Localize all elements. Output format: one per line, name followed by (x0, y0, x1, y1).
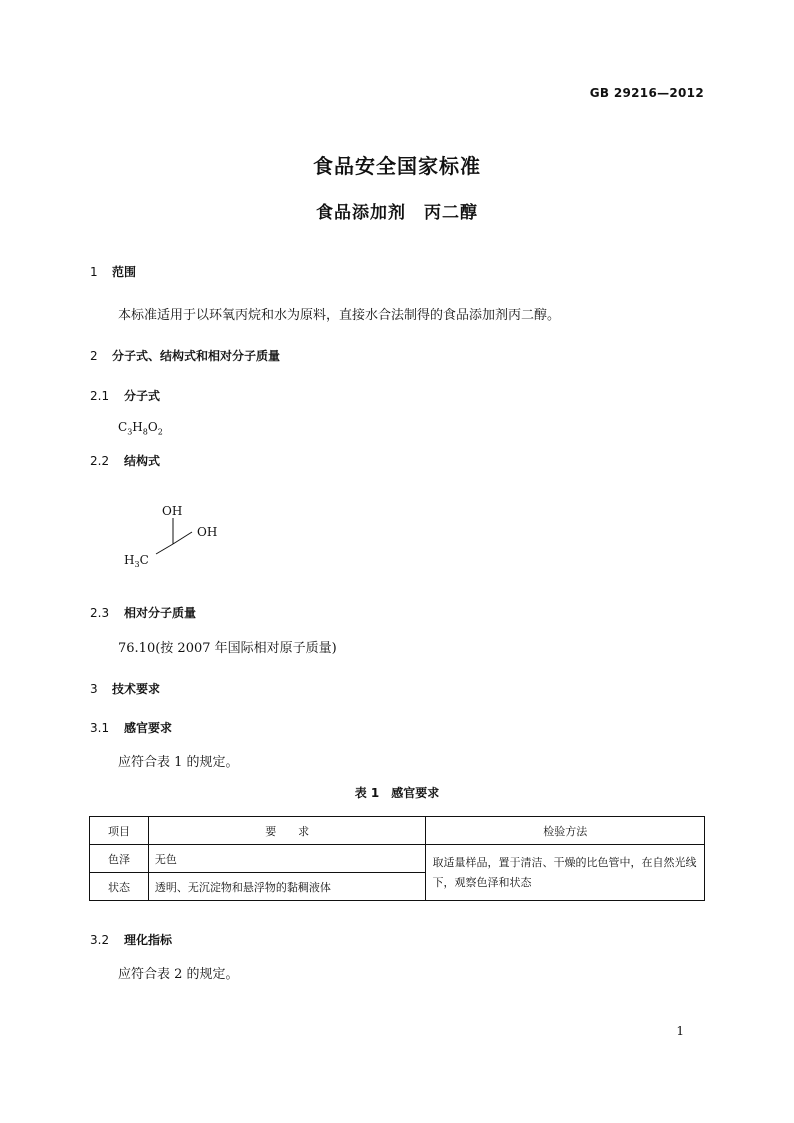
section-3-2-heading (90, 931, 172, 948)
table-1-caption: 表 1 感官要求 (354, 786, 440, 800)
section-3-1-text: 应符合表 1 的规定。 (118, 755, 239, 770)
section-3-1-heading (90, 719, 172, 736)
bond-line (173, 532, 192, 544)
section-title: 分子式 (124, 389, 161, 403)
section-2-3-heading (90, 604, 196, 621)
section-1-text: 本标准适用于以环氧丙烷和水为原料，直接水合法制得的食品添加剂丙二醇。 (118, 308, 561, 323)
table-cell-method: 取适量样品，置于清洁、干燥的比色管中，在自然光线下，观察色泽和状态 (426, 845, 705, 901)
table-header-row (90, 817, 705, 845)
page-number: 1 (676, 1024, 684, 1038)
section-3-heading (90, 680, 160, 697)
section-number: 3.2 (90, 933, 110, 947)
section-number: 3.1 (90, 721, 110, 735)
section-title: 范围 (112, 265, 137, 279)
section-1-heading (90, 263, 136, 280)
table-header-cell: 检验方法 (426, 817, 705, 845)
document-subtitle: 食品添加剂 丙二醇 (316, 203, 478, 223)
section-title: 理化指标 (124, 933, 173, 947)
sensory-requirements-table (89, 816, 705, 901)
section-3-2-text: 应符合表 2 的规定。 (118, 967, 239, 982)
section-title: 相对分子质量 (124, 606, 197, 620)
methyl-label: $H_3C$ (124, 553, 149, 569)
table-cell-item: 状态 (90, 873, 149, 901)
section-number: 3 (90, 682, 98, 696)
table-row (90, 845, 705, 873)
table-header-cell: 项目 (90, 817, 149, 845)
section-title: 技术要求 (112, 682, 161, 696)
table-cell-item: 色泽 (90, 845, 149, 873)
standard-number: GB 29216—2012 (589, 86, 704, 100)
table-cell-requirement: 无色 (148, 845, 426, 873)
hydroxyl-label: OH (162, 504, 183, 518)
section-number: 2.3 (90, 606, 110, 620)
section-title: 感官要求 (124, 721, 173, 735)
section-2-1-heading (90, 387, 160, 404)
hydroxyl-label: OH (197, 525, 218, 539)
molecular-formula: $C_3H_8O_2$ (118, 420, 163, 437)
section-title: 结构式 (124, 454, 161, 468)
table-header-cell: 要 求 (148, 817, 426, 845)
section-number: 1 (90, 265, 98, 279)
section-2-2-heading (90, 452, 160, 469)
section-number: 2 (90, 349, 98, 363)
section-title: 分子式、结构式和相对分子质量 (112, 349, 281, 363)
table-cell-requirement: 透明、无沉淀物和悬浮物的黏稠液体 (148, 873, 426, 901)
section-2-heading (90, 347, 280, 364)
section-number: 2.1 (90, 389, 110, 403)
structural-formula (118, 496, 228, 576)
section-number: 2.2 (90, 454, 110, 468)
bond-line (156, 544, 173, 554)
molecular-mass-text: 76.10(按 2007 年国际相对原子质量) (118, 641, 337, 656)
document-title: 食品安全国家标准 (313, 154, 481, 178)
